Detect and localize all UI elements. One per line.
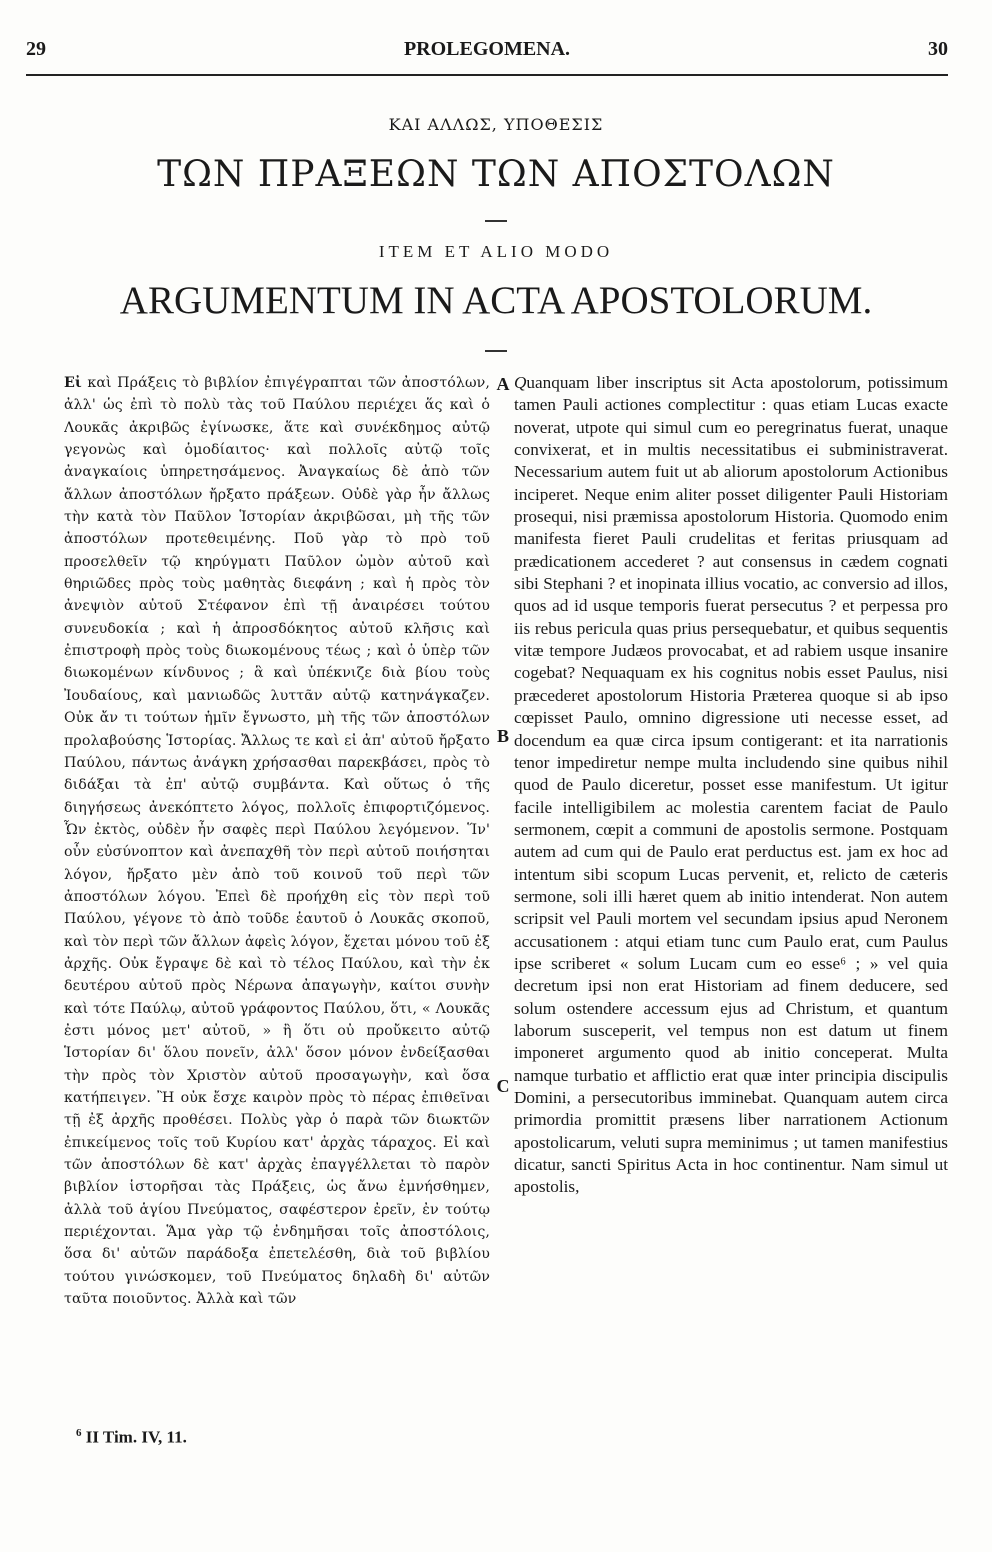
page-number-left: 29 — [26, 37, 46, 60]
title-block — [60, 112, 932, 352]
latin-initial: Q — [514, 373, 527, 392]
title-divider — [485, 220, 507, 222]
latin-subtitle: ITEM ET ALIO MODO — [378, 242, 614, 261]
title-divider-lower — [485, 350, 507, 352]
margin-mark-b: B — [496, 726, 509, 746]
footnote — [76, 1418, 187, 1448]
page-number-right: 30 — [928, 37, 948, 60]
latin-paragraph — [514, 372, 948, 1199]
footnote-number: 6 — [76, 1427, 82, 1439]
running-title: PROLEGOMENA. — [403, 37, 571, 60]
latin-body: uanquam liber inscriptus sit Acta apostolorum, potissimum tamen Pauli actiones complectitur : quas etiam Lucas exacte noverat, utpote qui simul cum eo peregrinatus fuerat, unaque convixerat, et in multis necessitatibus ei subministraverat. Necessarium autem fuit ut ab aliorum apostolorum Actionibus inciperet. Neque enim aliter posset diligenter Pauli Historiam prosequi, nisi præmissa apostolorum Historia. Quomodo enim manifesta fieret Pauli crudelitas et feritas priusquam ad prædicationem accederet ? aut consensus in cædem cognati sibi Stephani ? et inopinata illius vocatio, ac conversio ad illos, quos ad id usque temporis fuerat persecutus ? et perpessa pro iis rebus pericula quas prius persequebatur, et quibus sequentis vitæ tempore Judæos provocabat, et ad rabiem usque insanire cogebat? Nequaquam ex his cognitus nobis esset Paulus, nisi præcederet apostolorum Historia Præterea quoque si ab ipso cœpisset Paulo, omnino digressione uti necesse esset, ad docendum ea quæ circa ipsum contigerant: et ita narrationis tenor impediretur nempe multa includendo sine quibus nihil quod de Paulo diceretur, posset esse manifestum. Ut igitur facile intelligibilem ac molestia carentem faciat de Paulo sermonem, cœpit a communi de apostolis sermone. Postquam autem ad cum qui de Paulo erat perductus est. jam ex hoc ad intentum sibi scopum Lucas pervenit, et, relicto de cæteris sermone, soli illi hæret quem ab initio intenderat. Non autem scripsit vel Pauli mortem vel secundam ipsius apud Neronem accusationem : atqui etiam tunc cum Paulo erat, cum Paulus ipse scriberet « solum Lucam cum eo esse⁶ ; » vel quia decretum ipsi non erat Historiam ad finem deducere, sed solum ostendere accessum ejus ad Christum, et quantum laborum susceperit, vel tempus non est datum ut finem imponeret argumento quod ab initio conceperat. Multa namque turbatio et afflictio erat quæ inter principia discipulis Domini, a persecutoribus imminebat. Quanquam autem circa primordia promittit præsens liber narrationem Actionum apostolicarum, veluti supra meminimus ; ut tamen manifestius dicatur, sancti Spiritus Acta in hoc continentur. Nam simul ut apostolis, — [514, 373, 948, 1197]
greek-column — [64, 372, 490, 1392]
greek-subtitle: ΚΑΙ ΑΛΛΩΣ, ΥΠΟΘΕΣΙΣ — [388, 115, 604, 134]
latin-column — [514, 372, 948, 1392]
header-rule — [26, 74, 948, 76]
latin-title: ARGUMENTUM IN ACTA APOSTOLORUM. — [119, 279, 873, 322]
running-header — [26, 34, 948, 64]
greek-body: καὶ Πράξεις τὸ βιβλίον ἐπιγέγραπται τῶν ἀποστόλων, ἀλλ' ὡς ἐπὶ τὸ πολὺ τὰς τοῦ Παύλου περιέχει ἅς καὶ ὁ Λουκᾶς ἀκριβῶς ἐγίνωσκε, ἅτε καὶ συνέκδημος αὐτῷ γεγονὼς καὶ ὁμοδίαιτος· καὶ πολλοῖς αὐτῷ τοῖς ἀναγκαίοις ὑπηρετησάμενος. Ἀναγκαίως δὲ ἀπὸ τῶν ἄλλων ἀποστόλων ἤρξατο πράξεων. Οὐδὲ γὰρ ἦν ἄλλως τὴν κατὰ τὸν Παῦλον Ἱστορίαν ἀκριβῶσαι, μὴ τῆς τῶν ἀποστόλων προτεθειμένης. Ποῦ γὰρ τὸ πρὸ τοῦ προσελθεῖν τῷ κηρύγματι Παῦλον ὠμὸν αὐτοῦ καὶ θηριῶδες πρὸς τοὺς μαθητὰς διεφάνη ; καὶ ἡ πρὸς τὸν ἀνεψιὸν αὐτοῦ Στέφανον ἐπὶ τῇ ἀναιρέσει τούτου συνευδοκία ; καὶ ἡ ἀπροσδόκητος αὐτοῦ κλῆσις καὶ ἐπιστροφὴ πρὸς τοὺς διωκομένους τέως ; καὶ ὁ ὑπὲρ τῶν διωκομένων κίνδυνος ; ἃ καὶ ὑπέκνιζε διὰ βίου τοὺς Ἰουδαίους, καὶ μανιωδῶς λυττᾶν αὐτῷ κατηνάγκαζεν. Οὐκ ἄν τι τούτων ἡμῖν ἔγνωστο, μὴ τῆς τῶν ἀποστόλων προλαβούσης Ἱστορίας. Ἄλλως τε καὶ εἰ ἀπ' αὐτοῦ ἤρξατο Παύλου, πάντως ἀνάγκη χρήσασθαι παρεκβάσει, πρὸς τὸ διδάξαι τὰ ἐπ' αὐτῷ συμβάντα. Καὶ οὕτως ὁ τῆς διηγήσεως ἀνεκόπτετο λόγος, πολλοῖς ἐπιφορτιζόμενος. Ὧν ἐκτὸς, οὐδὲν ἦν σαφὲς περὶ Παύλου λεγόμενον. Ἵν' οὖν εὐσύνοπτον καὶ ἀνεπαχθῆ τὸν περὶ αὐτοῦ ποιήσηται λόγον, ἤρξατο μὲν ἀπὸ τοῦ κοινοῦ τοῦ περὶ τῶν ἀποστόλων λόγου. Ἐπεὶ δὲ προήχθη εἰς τὸν περὶ τοῦ Παύλου, γέγονε τὸ ἀπὸ τοῦδε ἑαυτοῦ ὁ Λουκᾶς σκοποῦ, καὶ τὸν περὶ τῶν ἄλλων ἀφεὶς λόγον, ἔχεται μόνου τοῦ ἐξ ἀρχῆς. Οὐκ ἔγραψε δὲ καὶ τὸ τέλος Παύλου, καὶ τὴν ἐκ δευτέρου αὐτοῦ πρὸς Νέρωνα ἀπαγωγὴν, καίτοι συνὴν καὶ τότε Παύλῳ, αὐτοῦ γράφοντος Παύλου, ὅτι, « Λουκᾶς ἐστι μόνος μετ' αὐτοῦ, » ἢ ὅτι οὐ προὔκειτο αὐτῷ Ἱστορίαν δι' ὅλου πονεῖν, ἀλλ' ὅσον μόνον ἐνδείξασθαι τὴν πρὸς τὸν Χριστὸν αὐτοῦ προσαγωγὴν, καὶ ὅσα κατήπειγεν. Ἢ οὐκ ἔσχε καιρὸν πρὸς τὸ πέρας ἐπιθεῖναι τῇ ἐξ ἀρχῆς προθέσει. Πολὺς γὰρ ὁ παρὰ τῶν διωκτῶν ἐπικείμενος τοῖς τοῦ Κυρίου κατ' ἀρχὰς τάραχος. Εἰ καὶ τῶν ἀποστόλων δὲ κατ' ἀρχὰς ἐπαγγέλλεται τὸ παρὸν βιβλίον ἱστορῆσαι τὰς Πράξεις, ὡς ἄνω ἐμνήσθημεν, ἀλλὰ τοῦ ἁγίου Πνεύματος, σαφέστερον ἐρεῖν, ἐν τούτῳ περιέχονται. Ἅμα γὰρ τῷ ἐνδημῆσαι τοῖς ἀποστόλοις, ὅσα δι' αὐτῶν παράδοξα ἐπετελέσθη, διὰ τοῦ βιβλίου τούτου γινώσκομεν, τοῦ Πνεύματος δηλαδὴ δι' αὐτῶν ταῦτα ποιοῦντος. Ἀλλὰ καὶ τῶν — [64, 375, 490, 1308]
greek-initial: Εἰ — [64, 375, 82, 391]
margin-mark-c: C — [496, 1076, 510, 1096]
greek-title: ΤΩΝ ΠΡΑΞΕΩΝ ΤΩΝ ΑΠΟΣΤΟΛΩΝ — [157, 154, 835, 195]
margin-mark-a: A — [496, 374, 510, 394]
footnote-text: II Tim. IV, 11. — [81, 1427, 187, 1447]
greek-paragraph — [64, 372, 490, 1310]
